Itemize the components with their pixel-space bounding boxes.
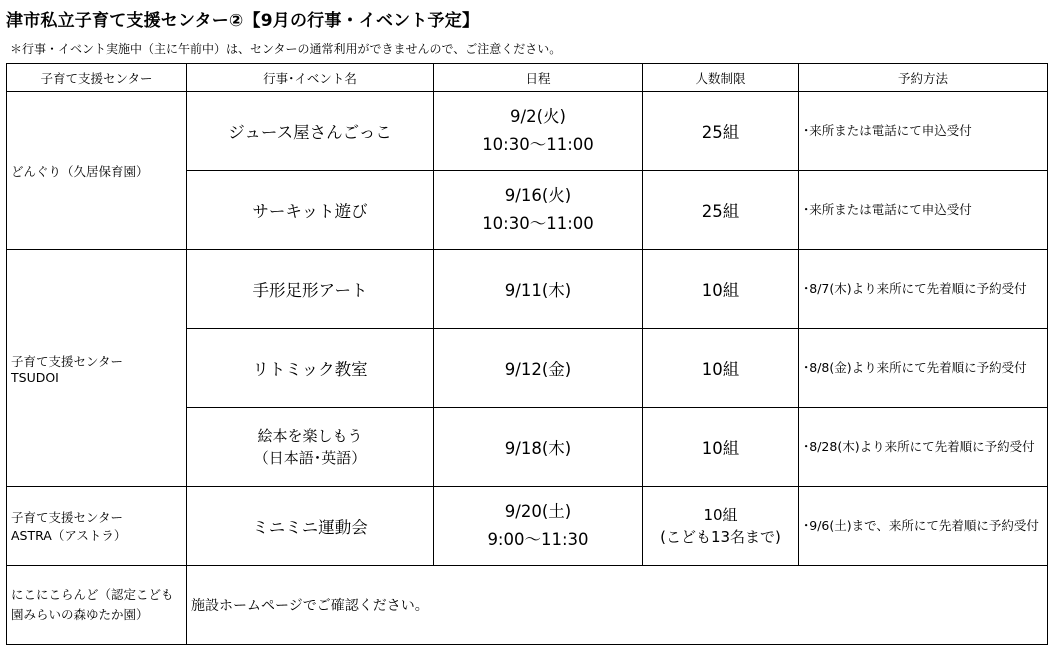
caution-note: ＊行事・イベント実施中（主に午前中）は、センターの通常利用ができませんので、ご注意ください。 <box>10 42 562 56</box>
event-capacity <box>643 171 799 250</box>
event-name <box>187 487 434 566</box>
center-name-line: どんぐり（久居保育園） <box>11 163 149 179</box>
event-name-line: 絵本を楽しもう <box>257 427 363 445</box>
center-name-line: にこにこらんど（認定こども <box>11 587 174 602</box>
event-date <box>434 408 643 487</box>
capacity-line: 10組 <box>701 439 740 458</box>
table-row <box>7 487 1048 566</box>
event-name-line: サーキット遊び <box>252 202 368 221</box>
table-row <box>7 92 1048 171</box>
event-name-line: ジュース屋さんごっこ <box>228 123 392 142</box>
date-line: 9/20(土) <box>504 502 572 521</box>
event-name-line: リトミック教室 <box>252 360 368 379</box>
event-capacity <box>643 408 799 487</box>
capacity-line: 10組 <box>701 360 740 379</box>
event-name <box>187 329 434 408</box>
center-name-nikoniko <box>7 566 187 645</box>
center-name-line: 子育て支援センター <box>11 510 124 525</box>
event-name-line: （日本語･英語） <box>253 449 367 467</box>
page-title: 津市私立子育て支援センター②【9月の行事・イベント予定】 <box>6 11 480 31</box>
capacity-line: 10組 <box>701 281 740 300</box>
center-name-line: ASTRA（アストラ） <box>11 528 127 543</box>
date-line: 9/12(金) <box>504 360 572 379</box>
header-event-name: 行事･イベント名 <box>187 64 434 92</box>
reservation-method: ･来所または電話にて申込受付 <box>799 92 1048 171</box>
event-capacity <box>643 92 799 171</box>
reservation-method: ･9/6(土)まで、来所にて先着順に予約受付 <box>799 487 1048 566</box>
event-date <box>434 250 643 329</box>
date-line: 9/16(火) <box>504 186 572 205</box>
center-name-astra <box>7 487 187 566</box>
table-row <box>7 566 1048 645</box>
center-name-tsudoi <box>7 250 187 487</box>
time-line: 10:30～11:00 <box>482 214 594 233</box>
event-date <box>434 487 643 566</box>
table-row <box>7 250 1048 329</box>
event-name <box>187 171 434 250</box>
date-line: 9/11(木) <box>504 281 572 300</box>
event-name-line: 手形足形アート <box>252 281 368 300</box>
header-center: 子育て支援センター <box>7 64 187 92</box>
event-name-line: ミニミニ運動会 <box>252 518 368 537</box>
time-line: 10:30～11:00 <box>482 135 594 154</box>
reservation-method: ･8/8(金)より来所にて先着順に予約受付 <box>799 329 1048 408</box>
center-name-donguri <box>7 92 187 250</box>
capacity-note-line: (こども13名まで) <box>660 528 781 546</box>
reservation-method: ･8/28(木)より来所にて先着順に予約受付 <box>799 408 1048 487</box>
see-homepage-cell: 施設ホームページでご確認ください。 <box>187 566 1048 645</box>
center-name-line: 子育て支援センター <box>11 353 124 369</box>
table-header-row <box>7 64 1048 92</box>
event-date <box>434 171 643 250</box>
event-name <box>187 92 434 171</box>
time-line: 9:00～11:30 <box>487 530 589 549</box>
header-capacity: 人数制限 <box>643 64 799 92</box>
date-line: 9/18(木) <box>504 439 572 458</box>
center-name-line: TSUDOI <box>11 369 59 385</box>
event-name <box>187 408 434 487</box>
event-schedule-table <box>6 63 1048 645</box>
event-date <box>434 92 643 171</box>
event-capacity <box>643 487 799 566</box>
date-line: 9/2(火) <box>510 107 566 126</box>
reservation-method: ･8/7(木)より来所にて先着順に予約受付 <box>799 250 1048 329</box>
event-date <box>434 329 643 408</box>
header-reservation-method: 予約方法 <box>799 64 1048 92</box>
capacity-line: 25組 <box>701 123 740 142</box>
center-name-line: 園みらいの森ゆたか園） <box>11 607 149 622</box>
capacity-line: 10組 <box>703 506 738 524</box>
reservation-method: ･来所または電話にて申込受付 <box>799 171 1048 250</box>
event-capacity <box>643 329 799 408</box>
event-capacity <box>643 250 799 329</box>
event-name <box>187 250 434 329</box>
header-date: 日程 <box>434 64 643 92</box>
capacity-line: 25組 <box>701 202 740 221</box>
